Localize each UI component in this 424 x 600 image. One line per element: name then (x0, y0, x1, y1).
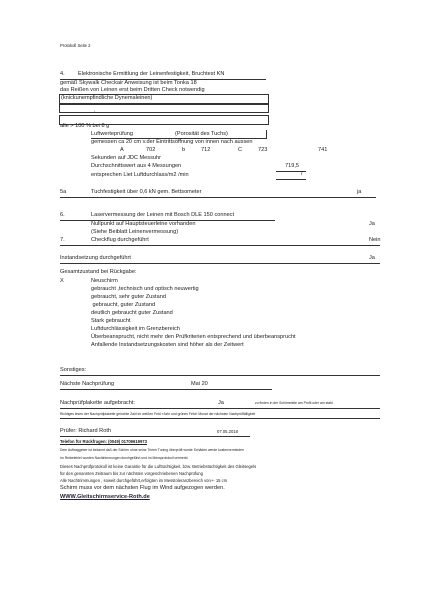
value-a: 702 (146, 147, 156, 153)
position-b: b (182, 147, 186, 153)
condition-label: Gesamtzustand bei Rückgabe: (60, 269, 137, 275)
flow-value: 7 (300, 171, 304, 177)
section7-label: Checkflug durchgeführt (91, 237, 149, 243)
position-a: A (120, 147, 124, 153)
blank-box-1 (59, 103, 269, 113)
sonstiges-rule (60, 375, 380, 376)
next-inspection-rule (60, 389, 272, 390)
section4-title: Elektronische Ermittlung der Leinenfestigkeit, Bruchtest KN (78, 71, 225, 77)
section5a-number: 5a (60, 189, 67, 195)
condition-item: Luftdurchlässigkeit im Grenzbereich (91, 326, 180, 332)
condition-item: Neuschirm (91, 278, 118, 284)
note-2: für den genannten Zeitraum bis zur nächsten vorgeschriebenen Nachprüfung (60, 471, 203, 476)
air-seconds: Sekunden auf JDC Messuhr (91, 155, 161, 161)
fine-print-2: Im Reibefehlel wurden Nachtrimmungen durchgeführt und im Messprotokoll vermerkt (60, 456, 188, 460)
flow-label: entsprechen Liet Luftdurchlass/m2 /min (91, 172, 189, 178)
fine-print-1: Dem Auftraggeber ist bekannt daß der Schirm ohne seine Trimm Tuning überprüft wurde Schäden werde kostenvermieden (60, 448, 244, 452)
note-1: Dieses Nachprüfprotokoll ist keine Garantie für die Lufttüchtigkeit, bzw. Betriebstüchtigkeit des Gleitsegels (60, 464, 257, 469)
section7-value: Nein (369, 237, 381, 243)
flow-rule (276, 179, 306, 180)
section7-number: 7. (60, 237, 65, 243)
condition-item: gebraucht, sehr guter Zustand (91, 294, 166, 300)
website-link[interactable]: WWW.Gleitschirmservice-Roth.de (60, 494, 150, 500)
plakette-label: Nachprüfplakette aufgebracht: (60, 400, 135, 406)
value-b: 712 (201, 147, 211, 153)
condition-item: Überbeansprucht, nicht mehr den Prüfkriterien entsprechend und überbeansprucht (91, 334, 296, 340)
value-c: 723 (258, 147, 268, 153)
value-d: 741 (318, 147, 328, 153)
small-slash: / (94, 110, 95, 114)
section5a-label: Tuchfestigkeit über 0,6 kN gem. Bettsometer (91, 189, 202, 195)
note-3: Alle Nachtrimmungen , soweit durchgeführt,erfolgten im Messtoleranzbereich von+- 15 cm (60, 478, 228, 483)
average-value: 719,5 (285, 163, 299, 169)
zero-point-value: Ja (369, 221, 375, 227)
plakette-rule (60, 408, 380, 409)
next-inspection-label: Nächste Nachprüfung (60, 381, 115, 387)
threshold-note: alle > 100 % bei 8 g (60, 123, 110, 129)
contact-phone: Telefon für Rückfragen: (0049) 01709619973 (60, 439, 147, 444)
condition-item: Anfallende Instandsetzungskosten sind höher als der Zeitwert (91, 342, 244, 348)
hint-rule (60, 418, 380, 419)
repair-rule (60, 263, 380, 264)
section4-box-note: (knickunempfindliche Dynemaleinen) (61, 95, 153, 101)
plakette-note: zu finden in der Schirmmitte am Profil oder am stabi (255, 401, 333, 405)
sonstiges-label: Sonstiges: (60, 367, 87, 373)
condition-mark: X (60, 278, 64, 284)
section4-line2: das Reißen von Leinen erst beim Dritten Check notwendig (60, 87, 205, 93)
zero-point-label: Nullpunkt auf Hauptsteuerleine vorhanden (91, 221, 196, 227)
air-label: Luftwerteprüfung (91, 131, 133, 137)
condition-item: gebraucht, guter Zustand (91, 302, 156, 308)
plakette-hint: Richtiges lesen der Nachprüfplakette gelochte Zahl im weißen Feld »Jahr und grünes Feld« Monat der nächsten Nachprüffälligkeit (60, 412, 256, 416)
air-tick (266, 130, 267, 139)
section4-line1: gemäß Skywalk Checkair Anweisung ist beim Tonka 18 (60, 80, 197, 86)
air-porosity: (Porosität des Tuchs) (175, 131, 228, 137)
inspector-rule (60, 436, 250, 437)
section6-number: 6. (60, 212, 65, 218)
page-label: Protokoll Seite 2 (60, 43, 91, 48)
inspection-date: 07.05.2018 (217, 429, 238, 434)
plakette-value: Ja (218, 400, 224, 406)
condition-item: gebraucht ,technisch und optisch neuwertig (91, 286, 199, 292)
section5a-rule (60, 197, 376, 198)
section6-see: (Siehe Beiblatt Leinenvermessung) (91, 229, 179, 235)
air-measured: gemessen ca 20 cm v.der Eintrittsöffnung von innen nach aussen (91, 139, 253, 145)
section4-number: 4. (60, 71, 65, 77)
position-c: C (238, 147, 243, 153)
repair-label: Instandsetzung durchgeführt (60, 255, 131, 261)
next-inspection-value: Mai 20 (191, 381, 208, 387)
note-4: Schirm muss vor dem nächsten Flug im Wind aufgezogen werden. (60, 485, 225, 491)
repair-value: Ja (369, 255, 375, 261)
condition-item: Stark gebraucht (91, 318, 131, 324)
section7-rule (60, 245, 380, 246)
section6-label: Laservermessung der Leinen mit Bosch DLE 150 connect (91, 212, 235, 218)
condition-item: deutlich gebraucht guter Zustand (91, 310, 173, 316)
average-label: Durchschnittswert aus 4 Messungen (91, 163, 182, 169)
inspector-name: Prüfer: Richard Roth (60, 428, 111, 434)
section5a-value: ja (357, 189, 362, 195)
